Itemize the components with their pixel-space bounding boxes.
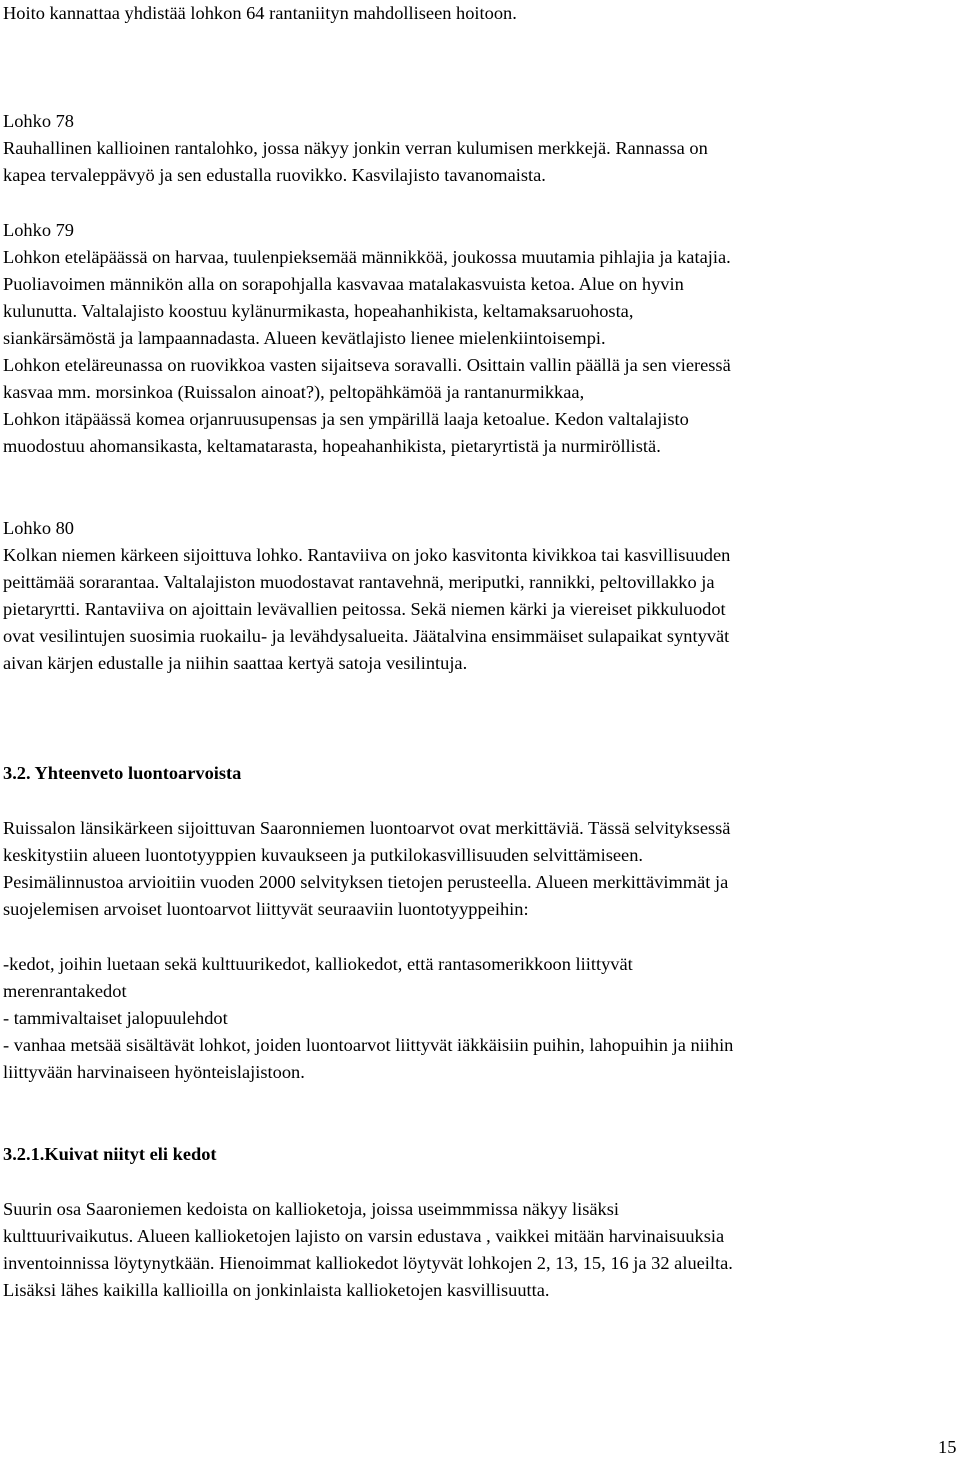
section-3-2-text-line: keskitystiin alueen luontotyyppien kuvaukseen ja putkilokasvillisuuden selvittämiseen.	[3, 845, 643, 865]
section-3-2-list-item: - vanhaa metsää sisältävät lohkot, joiden luontoarvot liittyvät iäkkäisiin puihin, lahopuihin ja niihin	[3, 1035, 734, 1055]
lohko-80-text-line: Kolkan niemen kärkeen sijoittuva lohko. Rantaviiva on joko kasvitonta kivikkoa tai kasvillisuuden	[3, 545, 731, 565]
lohko-79-text-line: kulunutta. Valtalajisto koostuu kylänurmikasta, hopeahanhikista, keltamaksaruohosta,	[3, 301, 634, 321]
lohko-78-text-line: kapea tervaleppävyö ja sen edustalla ruovikko. Kasvilajisto tavanomaista.	[3, 165, 546, 185]
section-3-2-list-item: liittyvään harvinaiseen hyönteislajistoon.	[3, 1062, 305, 1082]
section-3-2-list-item: -kedot, joihin luetaan sekä kulttuurikedot, kalliokedot, että rantasomerikkoon liittyvät	[3, 954, 633, 974]
lohko-80-text-line: peittämää sorarantaa. Valtalajiston muodostavat rantavehnä, meriputki, rannikki, peltovillakko ja	[3, 572, 715, 592]
section-3-2-1-text-line: Suurin osa Saaroniemen kedoista on kallioketoja, joissa useimmmissa näkyy lisäksi	[3, 1199, 619, 1219]
section-3-2-1-text-line: kulttuurivaikutus. Alueen kallioketojen lajisto on varsin edustava , vaikkei mitään harvinaisuuksia	[3, 1226, 725, 1246]
section-3-2-list-item: merenrantakedot	[3, 981, 127, 1001]
lohko-80-heading: Lohko 80	[3, 518, 75, 538]
section-3-2-text-line: Pesimälinnustoa arvioitiin vuoden 2000 selvityksen tietojen perusteella. Alueen merkittävimmät ja	[3, 872, 729, 892]
lohko-80-text-line: pietaryrtti. Rantaviiva on ajoittain levävallien peitossa. Sekä niemen kärki ja viereiset pikkuluodot	[3, 599, 726, 619]
lohko-78-heading: Lohko 78	[3, 111, 75, 131]
lohko-80-text-line: aivan kärjen edustalle ja niihin saattaa kertyä satoja vesilintuja.	[3, 653, 468, 673]
lohko-79-text-line: Puoliavoimen männikön alla on sorapohjalla kasvavaa matalakasvuista ketoa. Alue on hyvin	[3, 274, 684, 294]
page-number: 15	[938, 1437, 957, 1457]
section-3-2-1-text-line: inventoinnissa löytynytkään. Hienoimmat kalliokedot löytyvät lohkojen 2, 13, 15, 16 ja 32 alueilta.	[3, 1253, 733, 1273]
section-3-2-text-line: Ruissalon länsikärkeen sijoittuvan Saaronniemen luontoarvot ovat merkittäviä. Tässä selvityksessä	[3, 818, 731, 838]
lohko-79-text-line: muodostuu ahomansikasta, keltamatarasta, hopeahanhikista, pietaryrtistä ja nurmiröllistä.	[3, 436, 661, 456]
lohko-79-text-line: Lohkon eteläreunassa on ruovikkoa vasten sijaitseva soravalli. Osittain vallin päällä ja sen vieressä	[3, 355, 731, 375]
lohko-78-text-line: Rauhallinen kallioinen rantalohko, jossa näkyy jonkin verran kulumisen merkkejä. Rannassa on	[3, 138, 708, 158]
section-3-2-1-heading: 3.2.1.Kuivat niityt eli kedot	[3, 1144, 217, 1164]
section-3-2-heading: 3.2. Yhteenveto luontoarvoista	[3, 763, 242, 783]
section-3-2-1-text-line: Lisäksi lähes kaikilla kallioilla on jonkinlaista kallioketojen kasvillisuutta.	[3, 1280, 550, 1300]
lohko-79-text-line: Lohkon itäpäässä komea orjanruusupensas ja sen ympärillä laaja ketoalue. Kedon valtalajisto	[3, 409, 689, 429]
section-3-2-text-line: suojelemisen arvoiset luontoarvot liittyvät seuraaviin luontotyyppeihin:	[3, 899, 529, 919]
lohko-79-text-line: siankärsämöstä ja lampaannadasta. Alueen kevätlajisto lienee mielenkiintoisempi.	[3, 328, 606, 348]
lohko-79-text-line: kasvaa mm. morsinkoa (Ruissalon ainoat?), peltopähkämöä ja rantanurmikkaa,	[3, 382, 585, 402]
lohko-80-text-line: ovat vesilintujen suosimia ruokailu- ja levähdysalueita. Jäätalvina ensimmäiset sulapaikat syntyvät	[3, 626, 730, 646]
section-3-2-list-item: - tammivaltaiset jalopuulehdot	[3, 1008, 228, 1028]
lohko-79-text-line: Lohkon eteläpäässä on harvaa, tuulenpieksemää männikköä, joukossa muutamia pihlajia ja katajia.	[3, 247, 731, 267]
lohko-79-heading: Lohko 79	[3, 220, 75, 240]
intro-text: Hoito kannattaa yhdistää lohkon 64 rantaniityn mahdolliseen hoitoon.	[3, 3, 517, 23]
